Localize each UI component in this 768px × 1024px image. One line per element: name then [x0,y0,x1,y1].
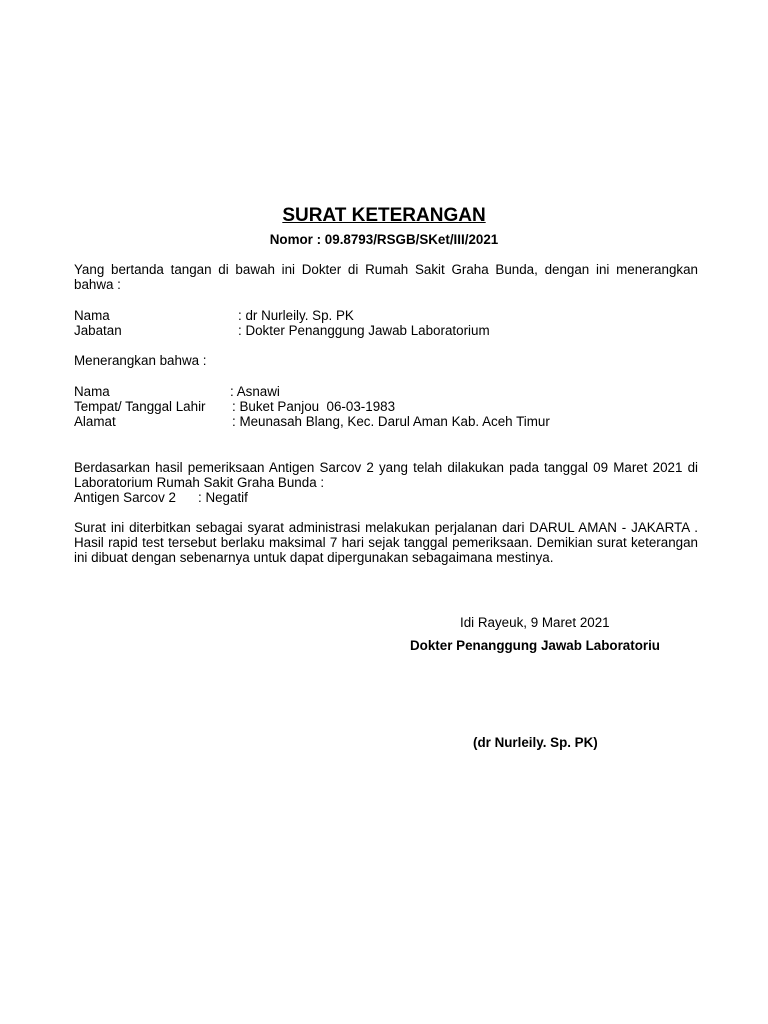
patient-birth-label: Tempat/ Tanggal Lahir [74,399,206,414]
patient-birth-value: : Buket Panjou 06-03-1983 [232,399,396,414]
signer-position-value: : Dokter Penanggung Jawab Laboratorium [238,323,490,338]
letter-title: SURAT KETERANGAN [282,205,486,226]
signer-position-row [74,323,714,338]
signer-name-label: Nama [74,308,110,323]
patient-name-label: Nama [74,384,110,399]
test-result-value: : Negatif [198,490,248,505]
signer-position-label: Jabatan [74,323,122,338]
signer-name-value: : dr Nurleily. Sp. PK [238,308,354,323]
states-line: Menerangkan bahwa : [74,353,207,368]
letter-number: Nomor : 09.8793/RSGB/SKet/III/2021 [269,232,499,247]
intro-paragraph: Yang bertanda tangan di bawah ini Dokter di Rumah Sakit Graha Bunda, dengan ini menerangkan bahwa : [74,262,698,292]
closing-paragraph: Surat ini diterbitkan sebagai syarat administrasi melakukan perjalanan dari DARUL AMAN - JAKARTA . Hasil rapid test tersebut berlaku maksimal 7 hari sejak tanggal pemeriksaan. Demikian surat keterangan ini dibuat dengan sebenarnya untuk dapat dipergunakan sebagaimana mestinya. [74,520,698,565]
patient-name-row [74,384,714,399]
test-result-row [74,490,714,505]
patient-birth-row [74,399,714,414]
result-paragraph: Berdasarkan hasil pemeriksaan Antigen Sarcov 2 yang telah dilakukan pada tanggal 09 Maret 2021 di Laboratorium Rumah Sakit Graha Bunda : [74,460,698,490]
signer-name-row [74,308,714,323]
signature-name: (dr Nurleily. Sp. PK) [473,735,598,750]
patient-address-value: : Meunasah Blang, Kec. Darul Aman Kab. Aceh Timur [232,414,550,429]
signature-place-date: Idi Rayeuk, 9 Maret 2021 [460,615,610,630]
test-result-label: Antigen Sarcov 2 [74,490,176,505]
patient-address-label: Alamat [74,414,116,429]
patient-address-row [74,414,714,429]
signature-role: Dokter Penanggung Jawab Laboratoriu [410,638,660,653]
patient-name-value: : Asnawi [230,384,280,399]
